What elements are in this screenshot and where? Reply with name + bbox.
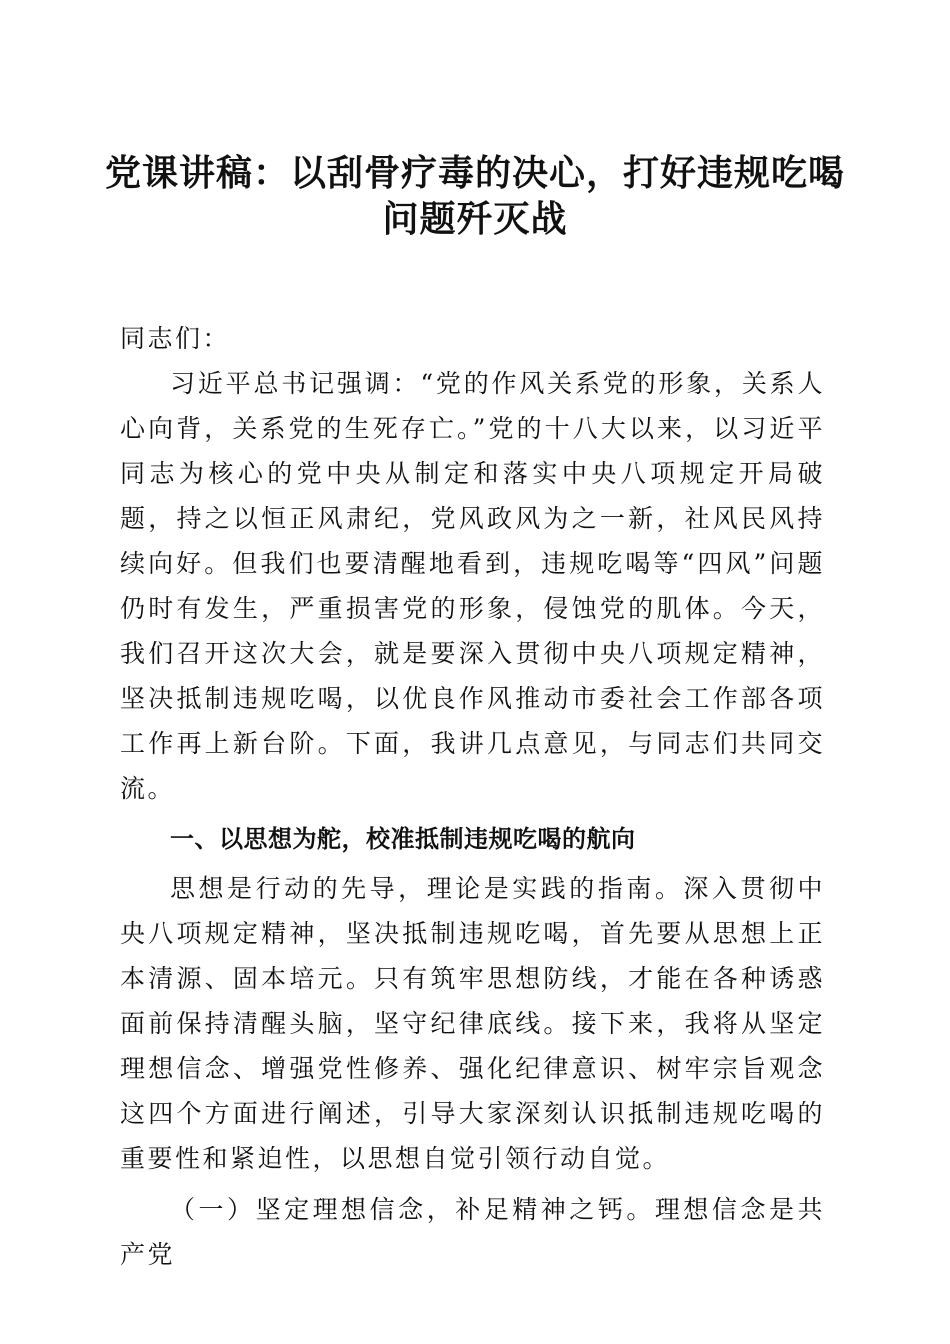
- title-line-1: 党课讲稿：以刮骨疗毒的决心，打好违规吃喝: [104, 152, 845, 194]
- title-line-2: 问题歼灭战: [382, 198, 568, 240]
- section-heading-1: 一、以思想为舵，校准抵制违规吃喝的航向: [170, 825, 636, 853]
- subsection-1-text: （一）坚定理想信念，补足精神之钙。理想信念是共产党: [120, 1195, 825, 1269]
- section-1-paragraph: 思想是行动的先导，理论是实践的指南。深入贯彻中央八项规定精神，坚决抵制违规吃喝，首先要从思想上正本清源、固本培元。只有筑牢思想防线，才能在各种诱惑面前保持清醒头脑，坚守纪律底线。接下来，我将从坚定理想信念、增强党性修养、强化纪律意识、树牢宗旨观念这四个方面进行阐述，引导大家深刻认识抵制违规吃喝的重要性和紧迫性，以思想自觉引领行动自觉。: [120, 874, 825, 1173]
- intro-paragraph: 习近平总书记强调：“党的作风关系党的形象，关系人心向背，关系党的生死存亡。”党的十八大以来，以习近平同志为核心的党中央从制定和落实中央八项规定开局破题，持之以恒正风肃纪，党风政风为之一新，社风民风持续向好。但我们也要清醒地看到，违规吃喝等“四风”问题仍时有发生，严重损害党的形象，侵蚀党的肌体。今天，我们召开这次大会，就是要深入贯彻中央八项规定精神，坚决抵制违规吃喝，以优良作风推动市委社会工作部各项工作再上新台阶。下面，我讲几点意见，与同志们共同交流。: [120, 369, 825, 803]
- salutation: 同志们：: [120, 324, 231, 353]
- document-title: [100, 150, 850, 242]
- document-body: [120, 316, 825, 1277]
